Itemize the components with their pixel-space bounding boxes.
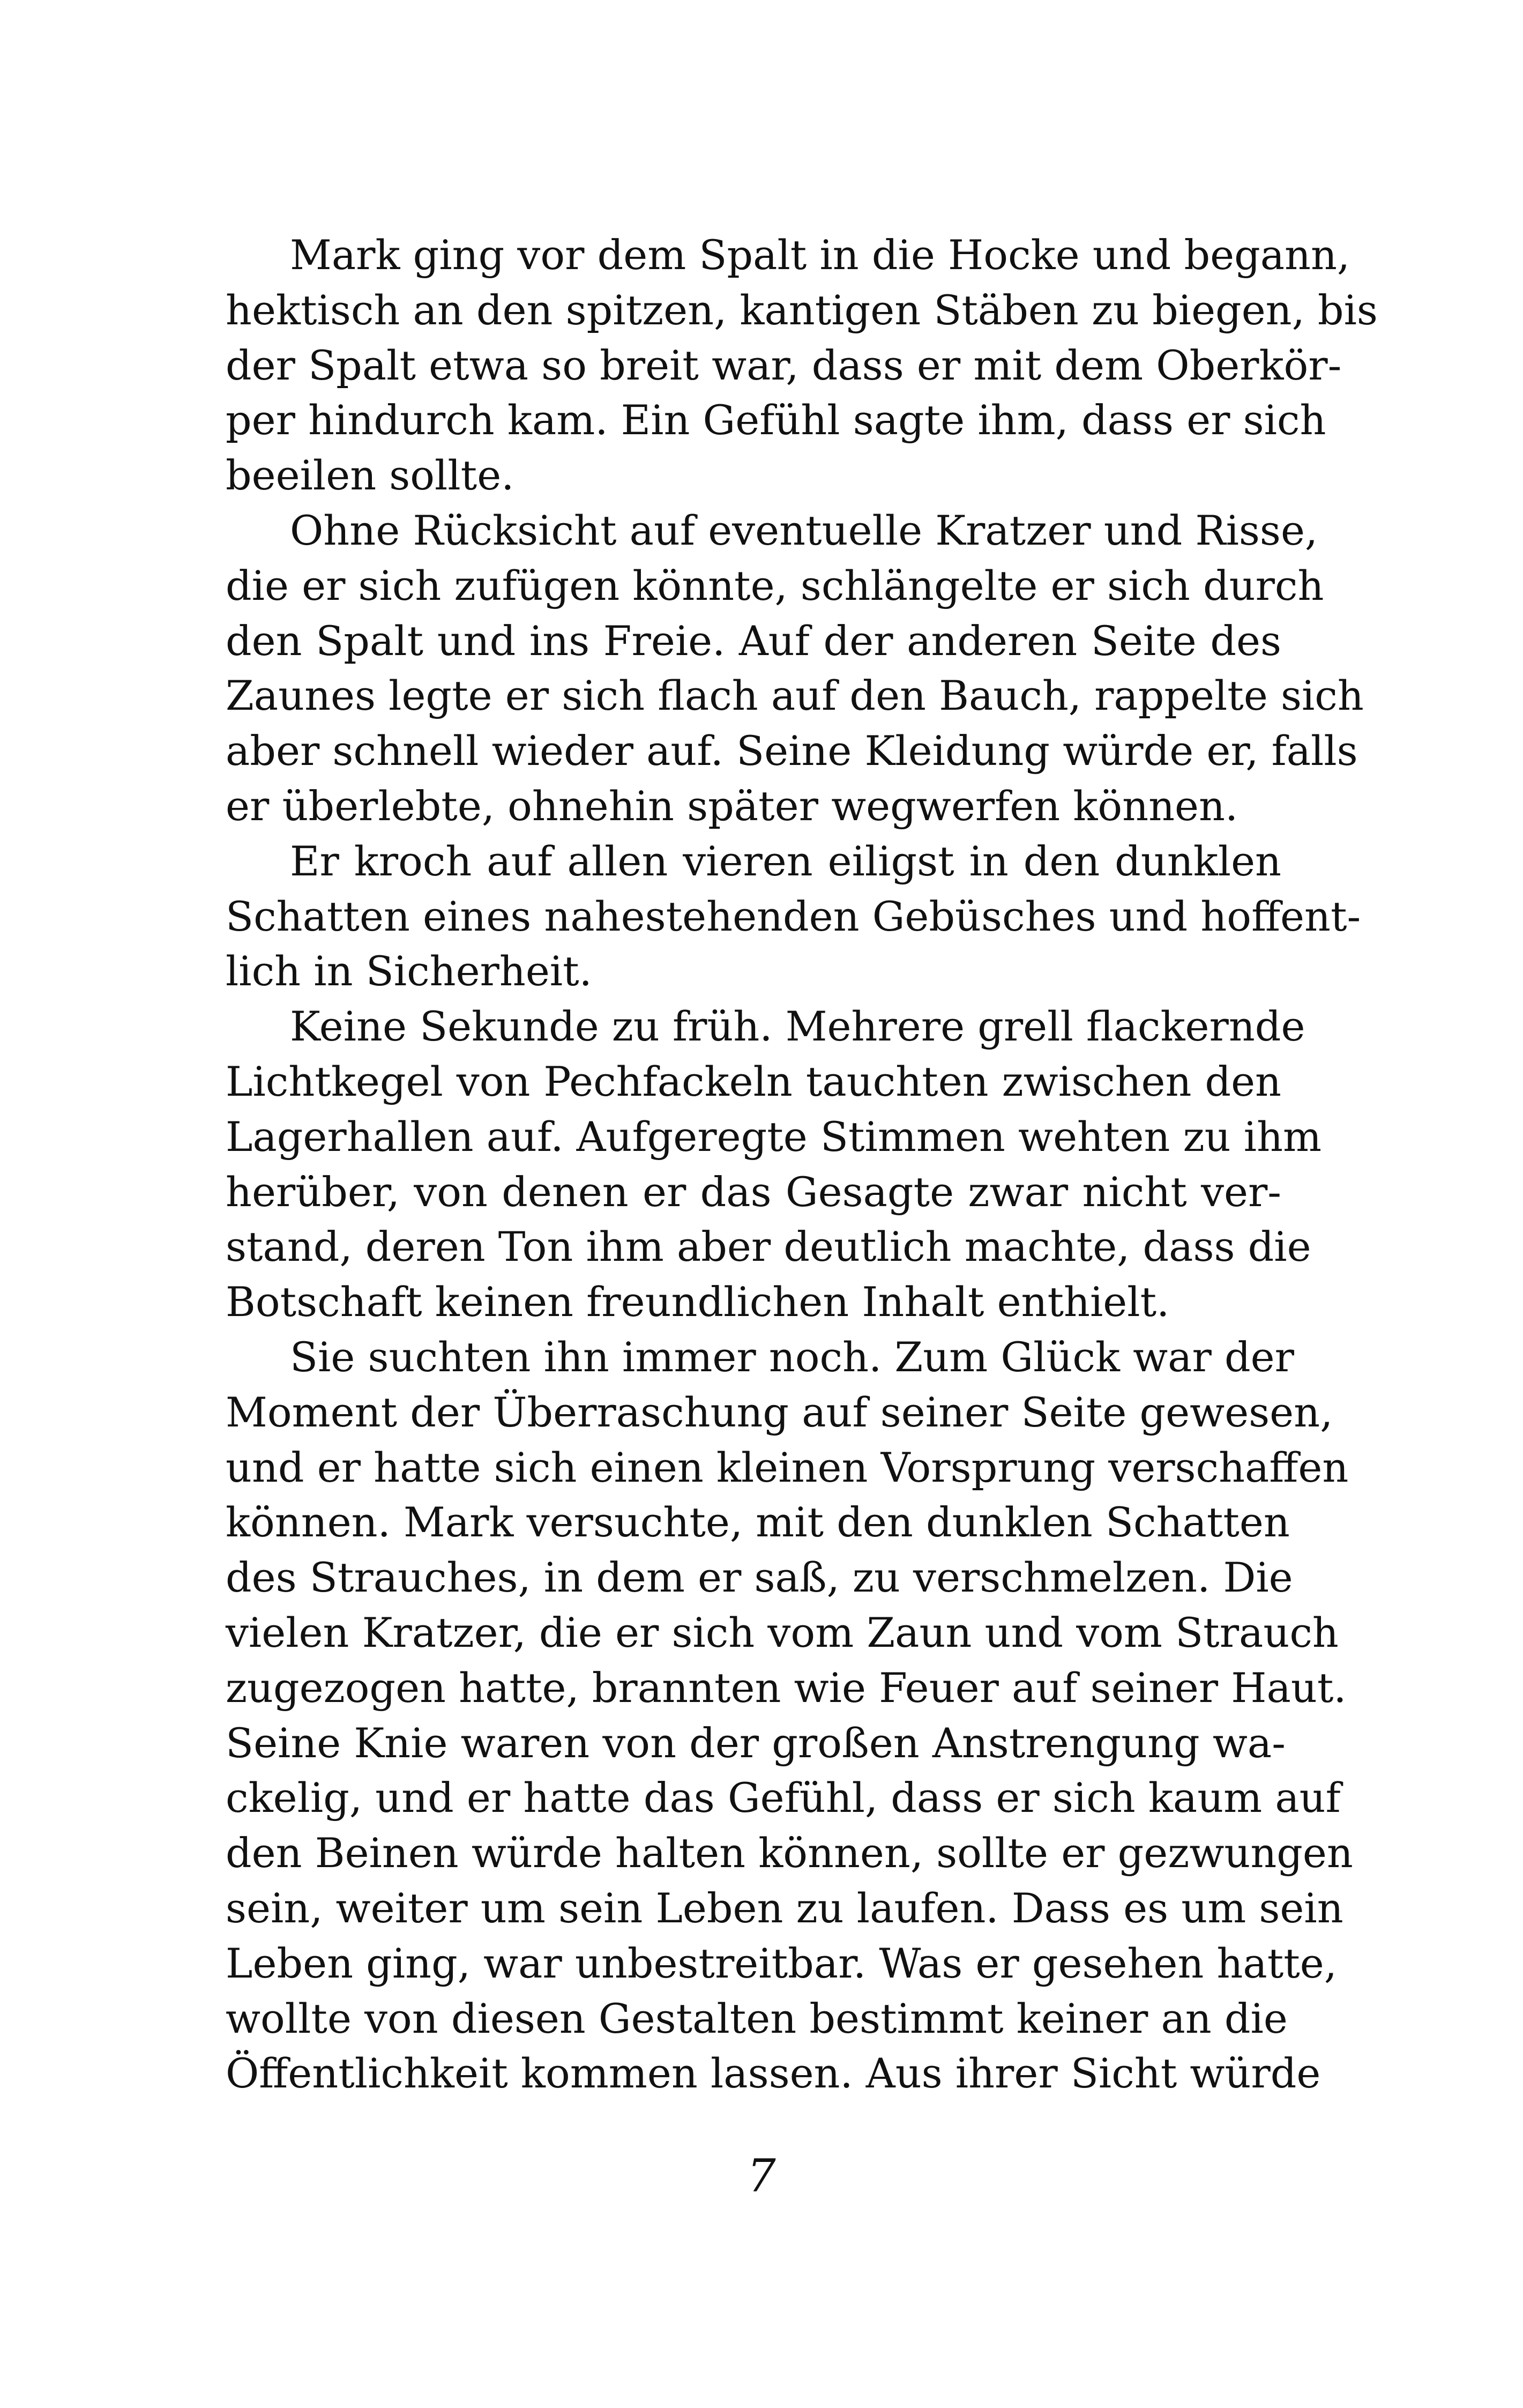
text-line: Öffentlichkeit kommen lassen. Aus ihrer Sicht würde <box>226 2049 1321 2098</box>
text-line: wollte von diesen Gestalten bestimmt keiner an die <box>226 1994 1288 2042</box>
text-line: Zaunes legte er sich flach auf den Bauch, rappelte sich <box>226 672 1364 720</box>
page-number: 7 <box>747 2150 776 2202</box>
text-line: per hindurch kam. Ein Gefühl sagte ihm, dass er sich <box>226 396 1326 444</box>
text-line: Mark ging vor dem Spalt in die Hocke und begann, <box>290 231 1350 279</box>
text-line: die er sich zufügen könnte, schlängelte er sich durch <box>226 561 1324 610</box>
text-line: hektisch an den spitzen, kantigen Stäben zu biegen, bis <box>226 286 1378 334</box>
text-line: Schatten eines nahestehenden Gebüsches und hoffent- <box>226 892 1361 940</box>
text-line: vielen Kratzer, die er sich vom Zaun und vom Strauch <box>226 1608 1339 1656</box>
body-text <box>226 228 1378 2101</box>
text-line: lich in Sicherheit. <box>226 947 592 995</box>
text-line: Lichtkegel von Pechfackeln tauchten zwischen den <box>226 1057 1281 1105</box>
text-line: Ohne Rücksicht auf eventuelle Kratzer und Risse, <box>290 506 1318 554</box>
text-line: Botschaft keinen freundlichen Inhalt enthielt. <box>226 1278 1170 1326</box>
text-line: der Spalt etwa so breit war, dass er mit dem Oberkör- <box>226 341 1342 389</box>
text-line: können. Mark versuchte, mit den dunklen Schatten <box>226 1498 1290 1547</box>
text-line: Leben ging, war unbestreitbar. Was er gesehen hatte, <box>226 1939 1337 1987</box>
text-line: beeilen sollte. <box>226 451 514 500</box>
text-line: ckelig, und er hatte das Gefühl, dass er sich kaum auf <box>226 1774 1341 1822</box>
text-line: zugezogen hatte, brannten wie Feuer auf seiner Haut. <box>226 1663 1347 1712</box>
text-line: Seine Knie waren von der großen Anstrengung wa- <box>226 1719 1286 1767</box>
text-line: den Beinen würde halten können, sollte er gezwungen <box>226 1829 1353 1877</box>
text-line: des Strauches, in dem er saß, zu verschmelzen. Die <box>226 1554 1293 1602</box>
text-line: herüber, von denen er das Gesagte zwar nicht ver- <box>226 1168 1281 1216</box>
text-line: stand, deren Ton ihm aber deutlich machte, dass die <box>226 1223 1311 1271</box>
text-line: den Spalt und ins Freie. Auf der anderen Seite des <box>226 616 1281 665</box>
text-line: sein, weiter um sein Leben zu laufen. Dass es um sein <box>226 1884 1343 1932</box>
text-line: Keine Sekunde zu früh. Mehrere grell flackernde <box>290 1002 1305 1051</box>
text-line: Er kroch auf allen vieren eiligst in den dunklen <box>290 837 1281 885</box>
text-line: er überlebte, ohnehin später wegwerfen können. <box>226 782 1238 830</box>
text-line: Moment der Überraschung auf seiner Seite gewesen, <box>226 1388 1333 1436</box>
text-line: aber schnell wieder auf. Seine Kleidung würde er, falls <box>226 727 1358 775</box>
text-line: Sie suchten ihn immer noch. Zum Glück war der <box>290 1333 1294 1381</box>
text-line: und er hatte sich einen kleinen Vorsprung verschaffen <box>226 1443 1349 1491</box>
text-line: Lagerhallen auf. Aufgeregte Stimmen wehten zu ihm <box>226 1112 1322 1161</box>
